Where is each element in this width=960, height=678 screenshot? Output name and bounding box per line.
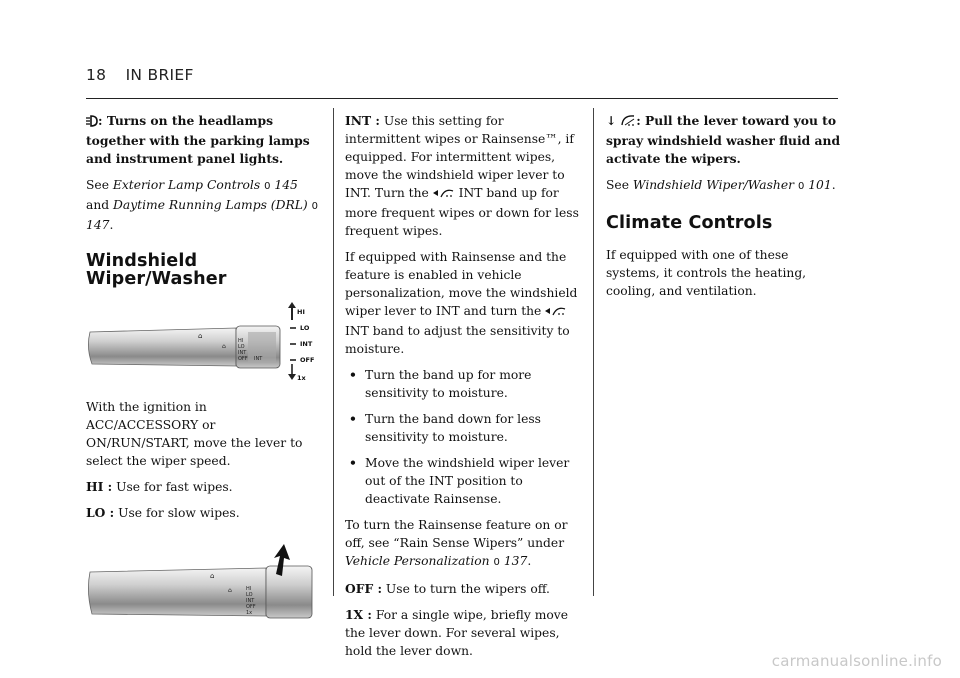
wiper-rain-icon xyxy=(545,304,567,322)
list-item xyxy=(345,410,583,446)
washer-description: : Pull the lever toward you to spray windshield washer fluid and activate the wipers. xyxy=(606,113,841,166)
hi-paragraph xyxy=(86,478,318,496)
page-header xyxy=(86,66,194,84)
list-item xyxy=(345,454,583,508)
headlamp-description: : Turns on the headlamps together with the parking lamps and instrument panel lights. xyxy=(86,113,310,166)
link-exterior-lamp-controls[interactable]: Exterior Lamp Controls xyxy=(112,178,261,192)
hi-text: Use for fast wipes. xyxy=(112,480,233,494)
rain-text: If equipped with Rainsense and the feature is enabled in vehicle personalization, move the windshield wiper lever to INT and turn the xyxy=(345,250,578,318)
see-text: See xyxy=(606,178,633,192)
ref-arrow-icon: 0 xyxy=(493,557,500,568)
column-2 xyxy=(345,112,583,668)
see-paragraph: See Exterior Lamp Controls 0 145 and Daytime Running Lamps (DRL) 0 147. xyxy=(86,178,318,232)
fig2-label-lo: LO xyxy=(246,592,253,598)
fig1-label-hi: HI xyxy=(297,308,305,316)
1x-label: 1X : xyxy=(345,607,372,622)
lo-paragraph xyxy=(86,504,318,522)
ref-arrow-icon: 0 xyxy=(311,201,318,212)
int-label: INT : xyxy=(345,113,380,128)
wiper-lever-figure-1 xyxy=(86,302,318,386)
page-number: 18 xyxy=(86,66,107,84)
lo-text: Use for slow wipes. xyxy=(114,506,240,520)
fig1-label-lo: LO xyxy=(300,324,310,332)
column-1 xyxy=(86,112,318,646)
svg-text:⌂: ⌂ xyxy=(222,343,226,350)
heading-climate-controls: Climate Controls xyxy=(606,213,773,233)
fig1-label-int: INT xyxy=(300,340,313,348)
bullet: • xyxy=(349,367,357,382)
washer-paragraph xyxy=(606,112,842,168)
fig2-label-hi: HI xyxy=(246,586,252,592)
rainsense-paragraph xyxy=(345,248,583,358)
column-3 xyxy=(606,112,842,308)
1x-text: For a single wipe, briefly move the lever down. For several wipes, hold the lever down. xyxy=(345,608,569,658)
rain-text-2: INT band to adjust the sensitivity to moisture. xyxy=(345,324,570,356)
wiper-lever-figure-2 xyxy=(86,544,318,634)
page-ref-147[interactable]: 147 xyxy=(86,218,110,232)
column-divider-2 xyxy=(593,108,594,596)
svg-text:⌂: ⌂ xyxy=(198,332,203,340)
bullet-text: Move the windshield wiper lever out of the INT position to deactivate Rainsense. xyxy=(365,456,570,506)
fig2-label-int: INT xyxy=(246,598,255,604)
svg-text:INT: INT xyxy=(254,356,263,362)
watermark: carmanualsonline.info xyxy=(771,652,942,670)
svg-text:LO: LO xyxy=(238,344,245,350)
rs-text: To turn the Rainsense feature on or off, see “Rain Sense Wipers” under xyxy=(345,518,568,550)
svg-text:INT: INT xyxy=(238,350,247,356)
fig1-label-off: OFF xyxy=(300,356,315,364)
header-rule xyxy=(86,98,838,99)
1x-paragraph xyxy=(345,606,583,660)
int-text-2: INT band up for more frequent wipes or down for less frequent wipes. xyxy=(345,186,579,238)
section-title: IN BRIEF xyxy=(125,66,194,84)
off-paragraph xyxy=(345,580,583,598)
wiper-rain-icon xyxy=(433,186,455,204)
list-item xyxy=(345,366,583,402)
int-paragraph xyxy=(345,112,583,240)
link-wiper-washer[interactable]: Windshield Wiper/Washer xyxy=(632,178,795,192)
hi-label: HI : xyxy=(86,479,113,494)
link-vehicle-personalization[interactable]: Vehicle Personalization xyxy=(345,554,490,568)
fig1-label-1x: 1x xyxy=(297,374,306,382)
fig2-label-1x: 1x xyxy=(246,610,253,616)
washer-arrow: ↓ xyxy=(606,113,617,128)
ignition-paragraph: With the ignition in ACC/ACCESSORY or ON/RUN/START, move the lever to select the wiper speed. xyxy=(86,400,303,468)
ref-arrow-icon: 0 xyxy=(264,181,271,192)
bullet: • xyxy=(349,455,357,470)
svg-text:⌂: ⌂ xyxy=(210,572,215,580)
bullet-text: Turn the band up for more sensitivity to moisture. xyxy=(365,368,532,400)
off-label: OFF : xyxy=(345,581,382,596)
climate-paragraph: If equipped with one of these systems, it controls the heating, cooling, and ventilation. xyxy=(606,248,807,298)
svg-text:HI: HI xyxy=(238,338,244,344)
page-ref-101[interactable]: 101 xyxy=(808,178,832,192)
and-text: and xyxy=(86,198,110,212)
page-ref-137[interactable]: 137 xyxy=(503,554,528,568)
see-text: See xyxy=(86,178,113,192)
headlamp-paragraph xyxy=(86,112,318,168)
washer-icon xyxy=(620,113,636,132)
int-text: Use this setting for intermittent wipes or Rainsense™, if equipped. For intermittent wipes, move the windshield wiper lever to INT. Turn the xyxy=(345,114,574,200)
lo-label: LO : xyxy=(86,505,115,520)
off-text: Use to turn the wipers off. xyxy=(382,582,550,596)
headlamp-icon xyxy=(86,114,98,132)
rainsense-toggle-paragraph: To turn the Rainsense feature on or off, see “Rain Sense Wipers” under Vehicle Personalization 0 137. xyxy=(345,518,568,568)
heading-wiper-washer: Windshield Wiper/Washer xyxy=(86,251,227,289)
fig2-label-off: OFF xyxy=(246,604,256,610)
ref-arrow-icon: 0 xyxy=(797,181,805,192)
bullet: • xyxy=(349,411,357,426)
bullet-text: Turn the band down for less sensitivity to moisture. xyxy=(365,412,541,444)
link-drl[interactable]: Daytime Running Lamps (DRL) xyxy=(113,198,308,212)
svg-text:OFF: OFF xyxy=(238,356,248,362)
column-divider-1 xyxy=(333,108,334,596)
see-washer-paragraph: See Windshield Wiper/Washer 0 101. xyxy=(606,178,836,192)
svg-text:⌂: ⌂ xyxy=(228,587,232,594)
page-ref-145[interactable]: 145 xyxy=(274,178,298,192)
